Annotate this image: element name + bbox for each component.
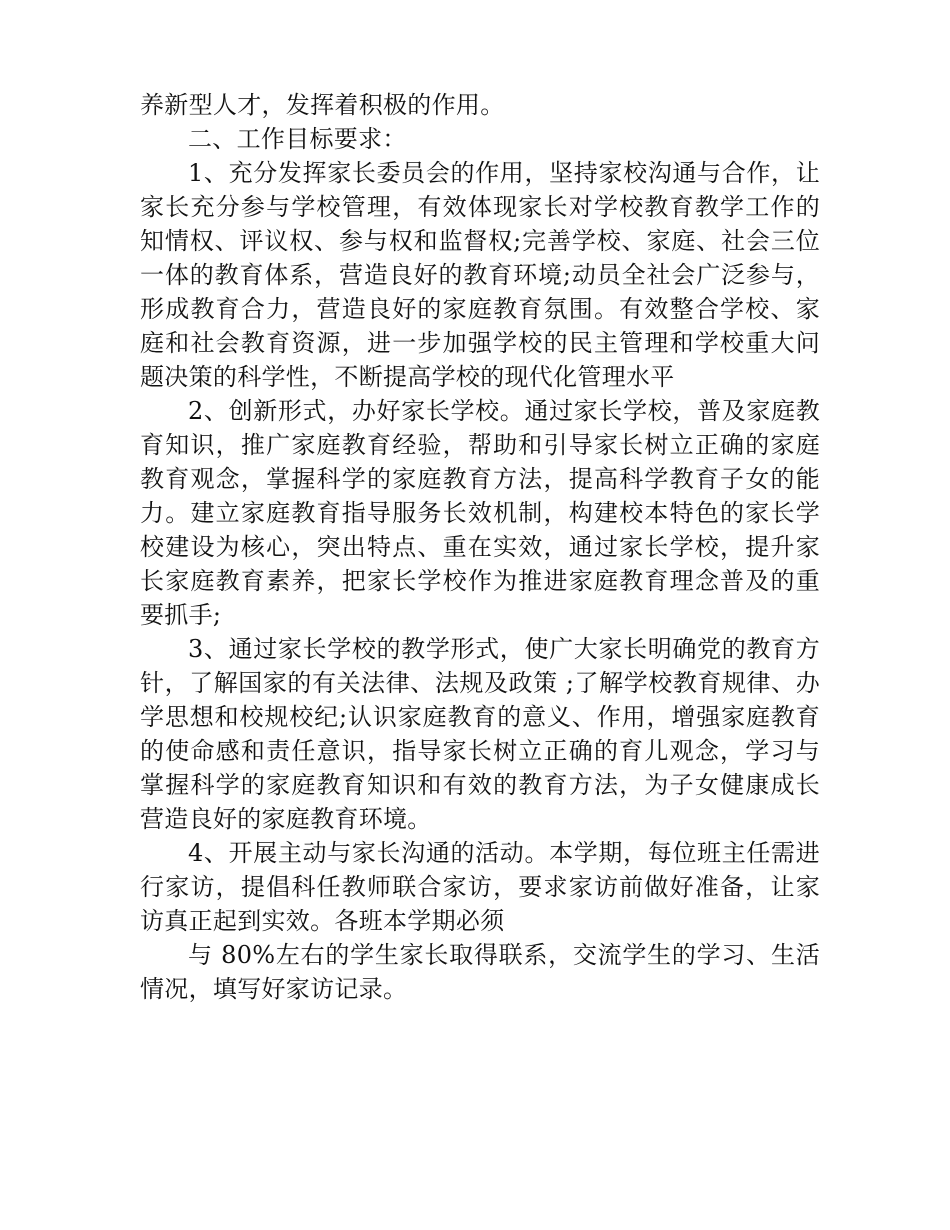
paragraph-goal-2: 2、创新形式，办好家长学校。通过家长学校，普及家庭教育知识，推广家庭教育经验，帮助和引导家长树立正确的家庭教育观念，掌握科学的家庭教育方法，提高科学教育子女的能力。建立家庭教育指导服务长效机制，构建校本特色的家长学校建设为核心，突出特点、重在实效，通过家长学校，提升家长家庭教育素养，把家长学校作为推进家庭教育理念普及的重要抓手;	[140, 397, 820, 629]
paragraph-intro-tail: 养新型人才，发挥着积极的作用。	[140, 91, 505, 119]
paragraph-goal-4-continued: 与 80%左右的学生家长取得联系，交流学生的学习、生活情况，填写好家访记录。	[140, 941, 820, 1003]
paragraph-goal-1: 1、充分发挥家长委员会的作用，坚持家校沟通与合作，让家长充分参与学校管理，有效体现家长对学校教育教学工作的知情权、评议权、参与权和监督权;完善学校、家庭、社会三位一体的教育体系，营造良好的教育环境;动员全社会广泛参与，形成教育合力，营造良好的家庭教育氛围。有效整合学校、家庭和社会教育资源，进一步加强学校的民主管理和学校重大问题决策的科学性，不断提高学校的现代化管理水平	[140, 159, 820, 391]
paragraph-goal-3: 3、通过家长学校的教学形式，使广大家长明确党的教育方针，了解国家的有关法律、法规及政策 ;了解学校教育规律、办学思想和校规校纪;认识家庭教育的意义、作用，增强家庭教育的使命感和责任意识，指导家长树立正确的育儿观念，学习与掌握科学的家庭教育知识和有效的教育方法，为子女健康成长营造良好的家庭教育环境。	[140, 635, 820, 833]
document-body	[140, 88, 820, 1006]
paragraph-goal-4: 4、开展主动与家长沟通的活动。本学期，每位班主任需进行家访，提倡科任教师联合家访，要求家访前做好准备，让家访真正起到实效。各班本学期必须	[140, 839, 820, 935]
section-heading-goals: 二、工作目标要求：	[188, 125, 407, 153]
